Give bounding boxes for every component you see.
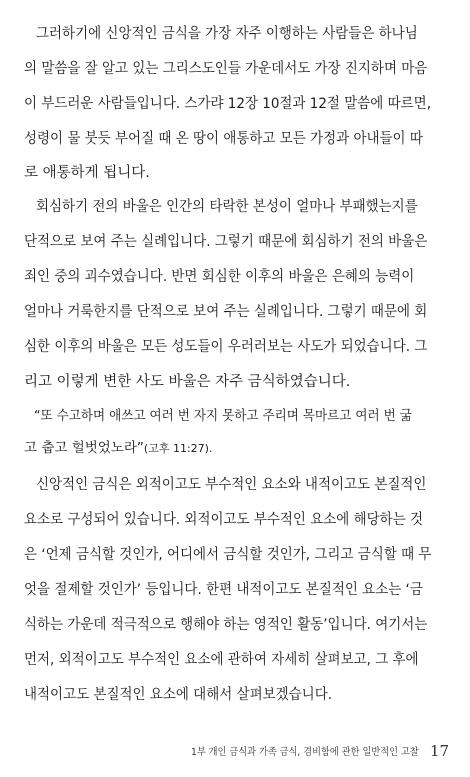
text-line: 리고 이렇게 변한 사도 바울은 자주 금식하였습니다. xyxy=(24,374,351,390)
quote-text: 고 춥고 헐벗었노라” xyxy=(24,440,144,456)
text-line: 심한 이후의 바울은 모든 성도들이 우러러보는 사도가 되었습니다. 그 xyxy=(24,339,428,355)
text-line: 엇을 절제할 것인가’ 등입니다. 한편 내적이고도 본질적인 요소는 ‘금 xyxy=(24,582,423,598)
text-line: 그러하기에 신앙적인 금식을 가장 자주 이행하는 사람들은 하나님 xyxy=(36,26,418,42)
text-line: 단적으로 보여 주는 실례입니다. 그렇기 때문에 회심하기 전의 바울은 xyxy=(24,234,428,250)
quote-line: “또 수고하며 애쓰고 여러 번 자지 못하고 주리며 목마르고 여러 번 굶 xyxy=(34,408,412,424)
scripture-citation: (고후 11:27). xyxy=(143,442,213,455)
text-line: 죄인 중의 괴수였습니다. 반면 회심한 이후의 바울은 은혜의 능력이 xyxy=(24,269,415,285)
text-line: 내적이고도 본질적인 요소에 대해서 살펴보겠습니다. xyxy=(24,687,333,703)
text-line: 요소로 구성되어 있습니다. 외적이고도 부수적인 요소에 해당하는 것 xyxy=(24,512,424,528)
running-head: 1부 개인 금식과 가족 금식, 겸비함에 관한 일반적인 고찰 xyxy=(191,747,419,758)
text-line: 신앙적인 금식은 외적이고도 부수적인 요소와 내적이고도 본질적인 xyxy=(36,477,427,493)
text-line: 은 ‘언제 금식할 것인가, 어디에서 금식할 것인가, 그리고 금식할 때 무 xyxy=(24,547,432,563)
text-line: 의 말씀을 잘 알고 있는 그리스도인들 가운데서도 가장 진지하며 마음 xyxy=(24,61,428,77)
quote-line xyxy=(24,438,212,459)
text-line: 먼저, 외적이고도 부수적인 요소에 관하여 자세히 살펴보고, 그 후에 xyxy=(24,652,419,668)
text-line: 이 부드러운 사람들입니다. 스가랴 12장 10절과 12절 말씀에 따르면, xyxy=(24,96,431,112)
text-line: 얼마나 거룩한지를 단적으로 보여 주는 실례입니다. 그렇기 때문에 회 xyxy=(24,304,428,320)
text-line: 회심하기 전의 바울은 인간의 타락한 본성이 얼마나 부패했는지를 xyxy=(36,199,418,215)
text-line: 로 애통하게 됩니다. xyxy=(24,165,150,181)
page-number: 17 xyxy=(430,742,450,760)
text-line: 성령이 물 붓듯 부어질 때 온 땅이 애통하고 모든 가정과 아내들이 따 xyxy=(24,131,423,147)
text-line: 식하는 가운데 적극적으로 행해야 하는 영적인 활동’입니다. 여기서는 xyxy=(24,617,428,633)
